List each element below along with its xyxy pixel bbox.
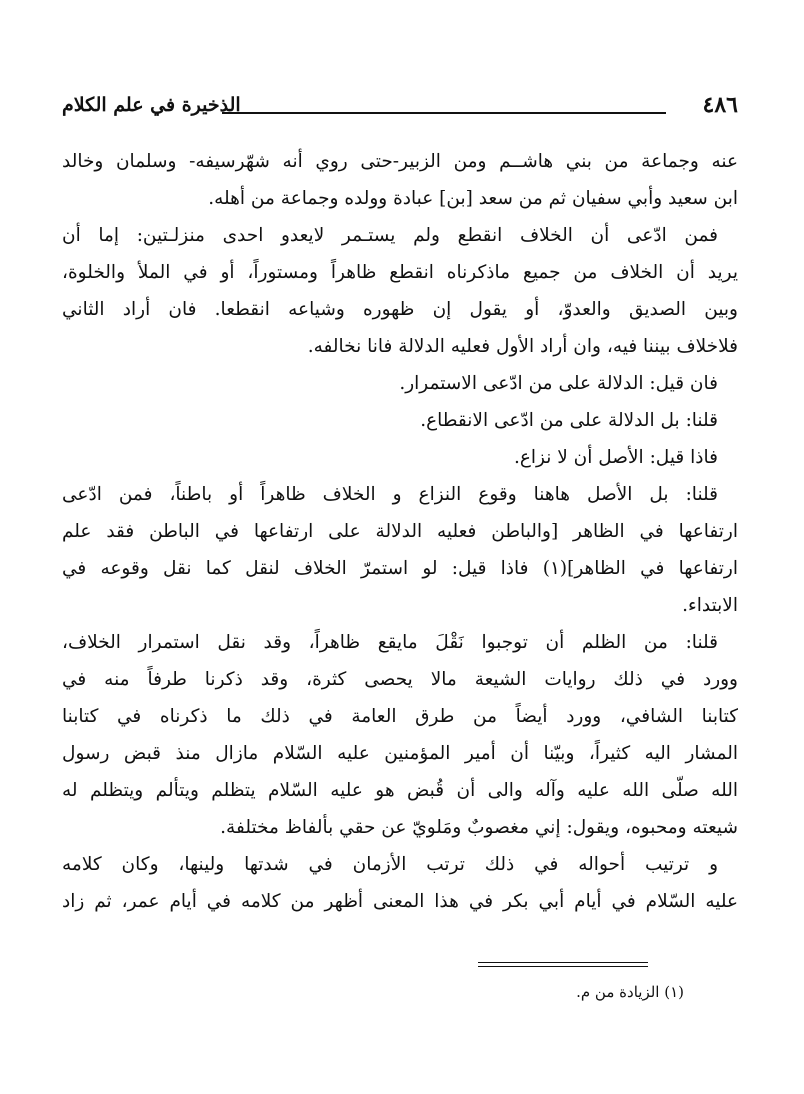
page-number: ٤٨٦ bbox=[702, 92, 738, 118]
text-line: ارتفاعها في الظاهر [والباطن فعليه الدلالة على ارتفاعها في الباطن فقد علم bbox=[62, 521, 738, 542]
text-line: الله صلّى الله عليه وآله والى أن قُبض هو عليه السّلام يتظلم ويتألم ويتظلم له bbox=[62, 780, 738, 801]
text-line: وورد في ذلك روايات الشيعة مالا يحصى كثرة، وقد ذكرنا طرفاً منه في bbox=[62, 669, 738, 690]
text-line: عليه السّلام في أيام أبي بكر في هذا المعنى أظهر من كلامه في أيام عمر، ثم زاد bbox=[62, 891, 738, 912]
text-line: الابتداء. bbox=[682, 595, 738, 616]
page-header bbox=[62, 90, 738, 124]
footnote-rule bbox=[478, 966, 648, 967]
text-line: فاذا قيل: الأصل أن لا نزاع. bbox=[513, 447, 718, 468]
text-line: كتابنا الشافي، وورد أيضاً من طرق العامة في ذلك ما ذكرناه في كتابنا bbox=[62, 706, 738, 727]
text-line: فمن ادّعى أن الخلاف انقطع ولم يستـمر لايعدو احدى منزلـتين: إما أن bbox=[62, 225, 718, 246]
text-line: عنه وجماعة من بني هاشــم ومن الزبير-حتى روي أنه شهّرسيفه- وسلمان وخالد bbox=[62, 151, 738, 172]
text-line: ارتفاعها في الظاهر](١) فاذا قيل: لو استمرّ الخلاف لنقل كما نقل وقوعه في bbox=[62, 558, 738, 579]
text-line: شيعته ومحبوه، ويقول: إني مغصوبٌ ومَلويّ عن حقي بألفاظ مختلفة. bbox=[220, 817, 738, 838]
text-line: يريد أن الخلاف من جميع ماذكرناه انقطع ظاهراً ومستوراً، أو في الملأ والخلوة، bbox=[62, 262, 738, 283]
header-rule bbox=[222, 112, 666, 114]
body-text bbox=[62, 143, 738, 920]
text-line: قلنا: من الظلم أن توجبوا نَقْلَ مايقع ظاهراً، وقد نقل استمرار الخلاف، bbox=[62, 632, 718, 653]
text-line: فان قيل: الدلالة على من ادّعى الاستمرار. bbox=[399, 373, 718, 394]
text-line: المشار اليه كثيراً، وبيّنا أن أمير المؤمنين عليه السّلام مازال منذ قبض رسول bbox=[62, 743, 738, 764]
text-line: وبين الصديق والعدوّ، أو يقول إن ظهوره وشياعه انقطعا. فان أراد الثاني bbox=[62, 299, 738, 320]
text-line: قلنا: بل الدلالة على من ادّعى الانقطاع. bbox=[420, 410, 718, 431]
footnote-rule bbox=[478, 962, 648, 963]
text-line: فلاخلاف بيننا فيه، وان أراد الأول فعليه الدلالة فانا نخالفه. bbox=[307, 336, 738, 357]
running-title: الذخيرة في علم الكلام bbox=[62, 94, 241, 116]
footnote: (١) الزيادة من م. bbox=[576, 983, 684, 1001]
text-line: ابن سعيد وأبي سفيان ثم من سعد [بن] عبادة وولده وجماعة من أهله. bbox=[208, 188, 738, 209]
text-line: و ترتيب أحواله في ذلك ترتب الأزمان في شدتها ولينها، وكان كلامه bbox=[62, 854, 718, 875]
text-line: قلنا: بل الأصل هاهنا وقوع النزاع و الخلاف ظاهراً أو باطناً، فمن ادّعى bbox=[62, 484, 718, 505]
